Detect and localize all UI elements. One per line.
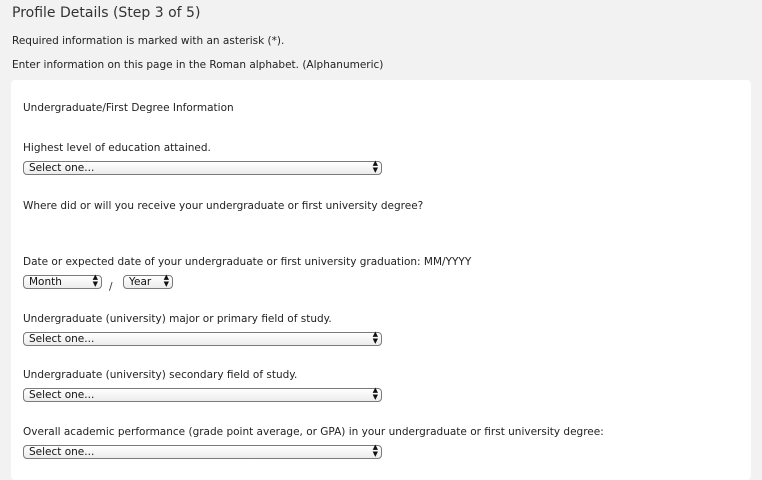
gpa-label: Overall academic performance (grade point average, or GPA) in your undergraduate or first university degree: — [23, 426, 604, 438]
graduation-year-value: Year — [129, 276, 152, 288]
graduation-year-select[interactable] — [123, 275, 173, 289]
major-label: Undergraduate (university) major or primary field of study. — [23, 313, 332, 325]
section-title: Undergraduate/First Degree Information — [23, 102, 234, 114]
up-down-chevron-icon: ▲ ▼ — [372, 443, 378, 458]
up-down-chevron-icon: ▲ ▼ — [92, 273, 98, 288]
date-separator: / — [109, 281, 113, 293]
highest-education-label: Highest level of education attained. — [23, 142, 211, 154]
graduation-month-select[interactable] — [23, 275, 102, 289]
graduation-date-label: Date or expected date of your undergraduate or first university graduation: MM/YYYY — [23, 256, 472, 268]
secondary-field-label: Undergraduate (university) secondary field of study. — [23, 369, 298, 381]
gpa-select[interactable] — [23, 445, 382, 459]
graduation-month-value: Month — [29, 276, 62, 288]
up-down-chevron-icon: ▲ ▼ — [163, 273, 169, 288]
secondary-field-select[interactable] — [23, 388, 382, 402]
up-down-chevron-icon: ▲ ▼ — [372, 159, 378, 174]
major-value: Select one... — [29, 333, 95, 345]
gpa-value: Select one... — [29, 446, 95, 458]
highest-education-select[interactable] — [23, 161, 382, 175]
up-down-chevron-icon: ▲ ▼ — [372, 330, 378, 345]
major-select[interactable] — [23, 332, 382, 346]
highest-education-value: Select one... — [29, 162, 95, 174]
page-title: Profile Details (Step 3 of 5) — [12, 5, 201, 21]
university-location-label: Where did or will you receive your undergraduate or first university degree? — [23, 200, 424, 212]
secondary-field-value: Select one... — [29, 389, 95, 401]
form-panel — [11, 80, 751, 480]
up-down-chevron-icon: ▲ ▼ — [372, 386, 378, 401]
alphabet-note: Enter information on this page in the Roman alphabet. (Alphanumeric) — [12, 59, 384, 71]
required-note: Required information is marked with an asterisk (*). — [12, 35, 285, 47]
